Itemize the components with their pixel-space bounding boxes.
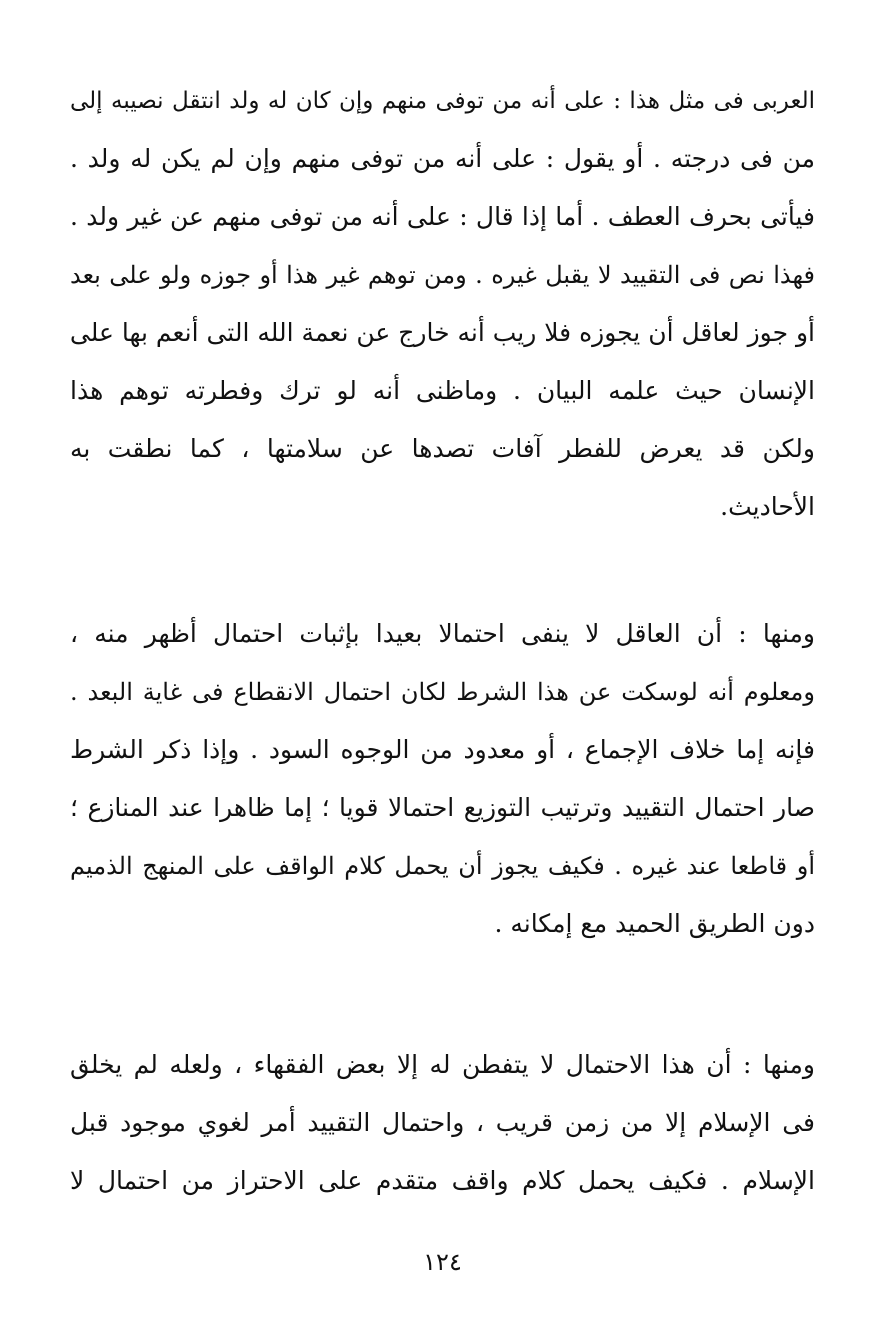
paragraph-1 <box>70 72 815 536</box>
text-line: ولكن قد يعرض للفطر آفات تصدها عن سلامتها ، كما نطقت به <box>70 434 815 463</box>
text-line: العربى فى مثل هذا : على أنه من توفى منهم وإن كان له ولد انتقل نصيبه إلى <box>70 88 815 114</box>
text-line: أو قاطعا عند غيره . فكيف يجوز أن يحمل كلام الواقف على المنهج الذميم <box>70 852 815 880</box>
text-line: الإنسان حيث علمه البيان . وماظنى أنه لو ترك وفطرته توهم هذا <box>70 376 815 405</box>
text-line: الإسلام . فكيف يحمل كلام واقف متقدم على الاحتراز من احتمال لا <box>70 1166 815 1195</box>
paragraph-2 <box>70 605 815 953</box>
text-line: فإنه إما خلاف الإجماع ، أو معدود من الوجوه السود . وإذا ذكر الشرط <box>70 735 815 764</box>
text-line: ومنها : أن هذا الاحتمال لا يتفطن له إلا بعض الفقهاء ، ولعله لم يخلق <box>70 1050 815 1079</box>
text-line: دون الطريق الحميد مع إمكانه . <box>494 909 815 938</box>
text-line: الأحاديث. <box>720 492 815 521</box>
paragraph-3 <box>70 1036 815 1210</box>
text-line: أو جوز لعاقل أن يجوزه فلا ريب أنه خارج عن نعمة الله التى أنعم بها على <box>70 318 815 347</box>
text-line: فى الإسلام إلا من زمن قريب ، واحتمال التقييد أمر لغوي موجود قبل <box>70 1108 815 1137</box>
text-line: ومنها : أن العاقل لا ينفى احتمالا بعيدا بإثبات احتمال أظهر منه ، <box>70 619 815 648</box>
text-line: ومعلوم أنه لوسكت عن هذا الشرط لكان احتمال الانقطاع فى غاية البعد . <box>70 678 815 706</box>
page-number: ١٢٤ <box>423 1248 462 1276</box>
text-line: فهذا نص فى التقييد لا يقبل غيره . ومن توهم غير هذا أو جوزه ولو على بعد <box>70 261 815 289</box>
text-line: فيأتى بحرف العطف . أما إذا قال : على أنه من توفى منهم عن غير ولد . <box>70 202 815 231</box>
text-line: من فى درجته . أو يقول : على أنه من توفى منهم وإن لم يكن له ولد . <box>70 144 815 173</box>
text-line: صار احتمال التقييد وترتيب التوزيع احتمالا قويا ؛ إما ظاهرا عند المنازع ؛ <box>70 793 815 822</box>
